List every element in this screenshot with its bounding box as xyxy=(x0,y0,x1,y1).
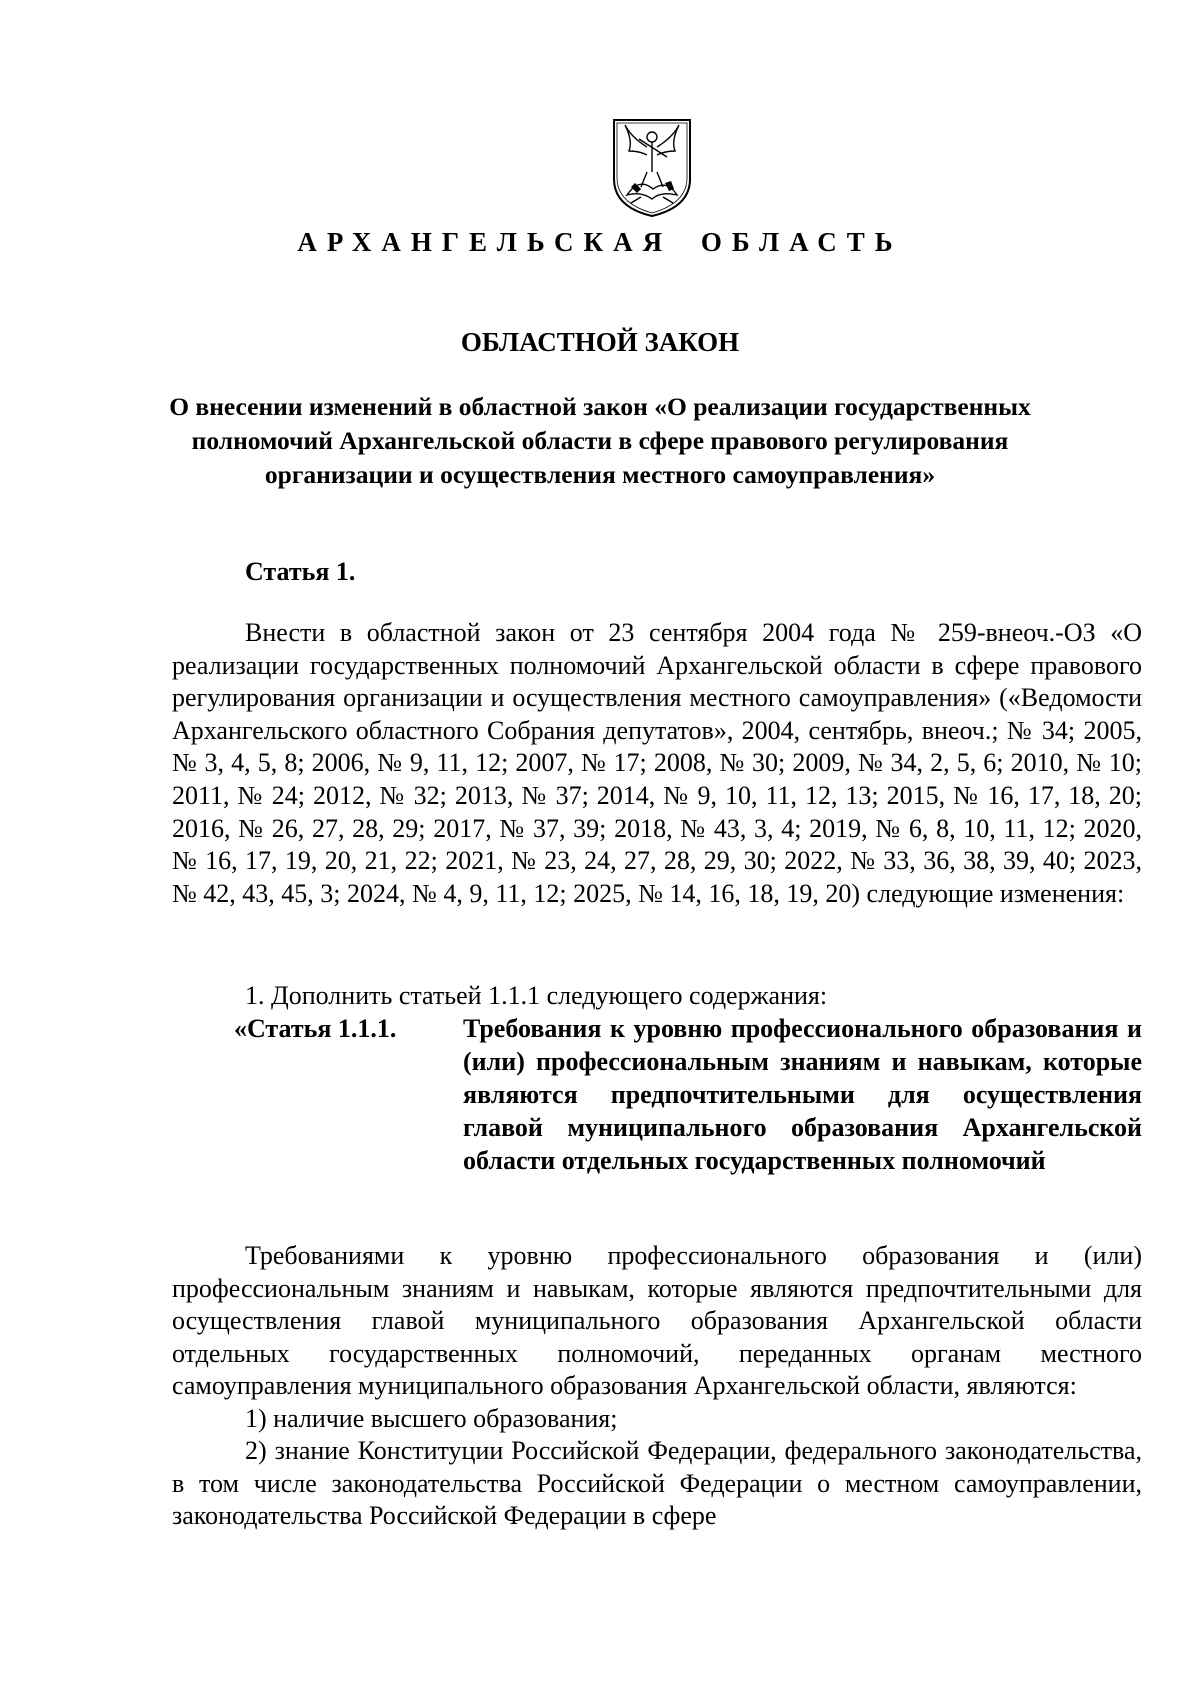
article-body xyxy=(172,617,1142,910)
amendment-item-1: 1. Дополнить статьей 1.1.1 следующего содержания: xyxy=(245,981,828,1010)
subarticle-title: Требования к уровню профессионального образования и (или) профессиональным знаниям и навыкам, которые являются предпочтительными для осуществления главой муниципального образования Архангельской области отдельных государственных полномочий xyxy=(463,1014,1142,1175)
coat-of-arms-icon xyxy=(611,117,693,218)
subarticle-number: «Статья 1.1.1. xyxy=(234,1014,397,1043)
article-intro-paragraph: Внести в областной закон от 23 сентября 2004 года № 259-внеоч.-ОЗ «О реализации государственных полномочий Архангельской области в сфере правового регулирования организации и осуществления местного самоуправления» («Ведомости Архангельского областного Собрания депутатов», 2004, сентябрь, внеоч.; № 34; 2005, № 3, 4, 5, 8; 2006, № 9, 11, 12; 2007, № 17; 2008, № 30; 2009, № 34, 2, 5, 6; 2010, № 10; 2011, № 24; 2012, № 32; 2013, № 37; 2014, № 9, 10, 11, 12, 13; 2015, № 16, 17, 18, 20; 2016, № 26, 27, 28, 29; 2017, № 37, 39; 2018, № 43, 3, 4; 2019, № 6, 8, 10, 11, 12; 2020, № 16, 17, 19, 20, 21, 22; 2021, № 23, 24, 27, 28, 29, 30; 2022, № 33, 36, 38, 39, 40; 2023, № 42, 43, 45, 3; 2024, № 4, 9, 11, 12; 2025, № 14, 16, 18, 19, 20) следующие изменения: xyxy=(172,618,1142,908)
requirement-1: 1) наличие высшего образования; xyxy=(245,1403,618,1433)
law-title: О внесении изменений в областной закон «О реализации государственных полномочий Архангельской области в сфере правового регулирования организации и осуществления местного самоуправления» xyxy=(169,392,1031,489)
article-heading: Статья 1. xyxy=(245,557,356,586)
region-name: АРХАНГЕЛЬСКАЯ ОБЛАСТЬ xyxy=(297,227,903,257)
document-type: ОБЛАСТНОЙ ЗАКОН xyxy=(460,327,740,357)
requirements-paragraph: Требованиями к уровню профессионального образования и (или) профессиональным знаниям и навыкам, которые являются предпочтительными для осуществления главой муниципального образования Архангельской области отдельных государственных полномочий, переданных органам местного самоуправления муниципального образования Архангельской области, являются: xyxy=(172,1241,1142,1400)
requirement-2: 2) знание Конституции Российской Федерации, федерального законодательства, в том числе законодательства Российской Федерации о местном самоуправлении, законодательства Российской Федерации в сфере xyxy=(172,1436,1142,1530)
subarticle-body xyxy=(172,1240,1142,1533)
